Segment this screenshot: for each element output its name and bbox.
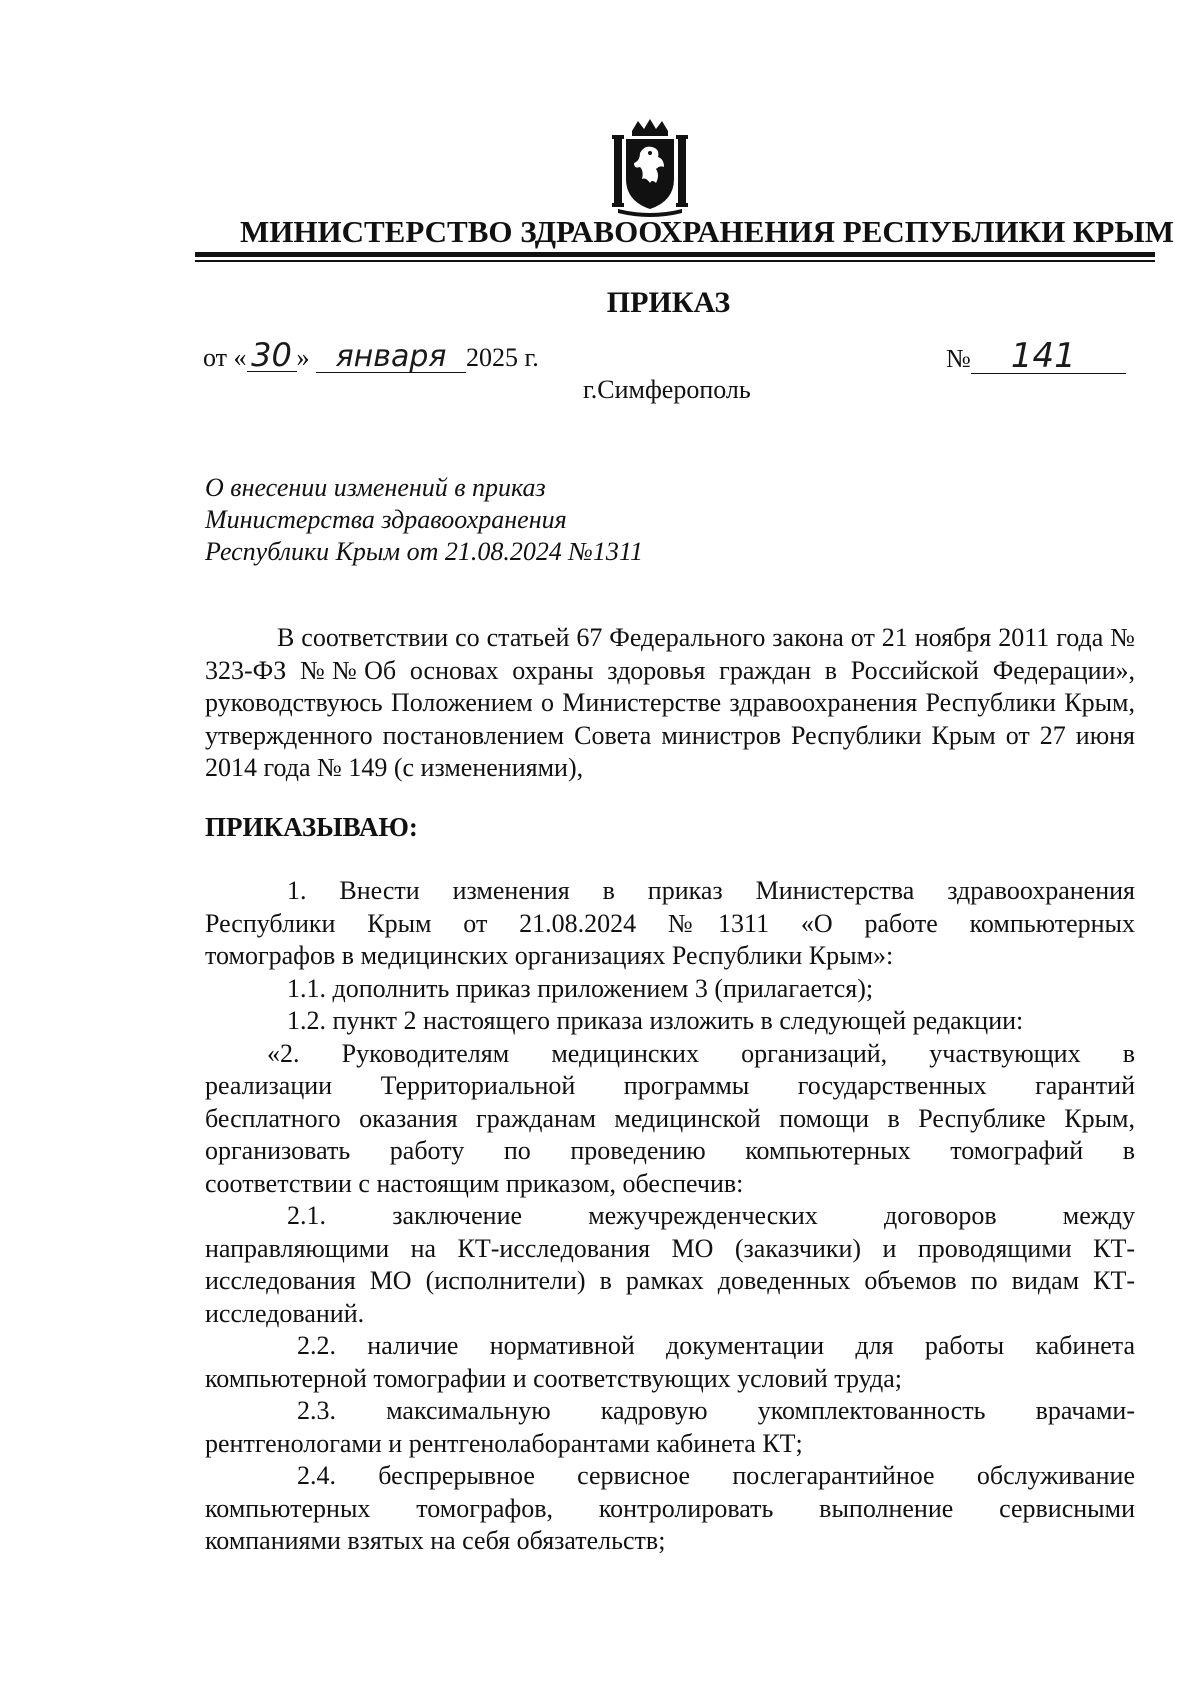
- item-2-4-line: компьютерных томографов, контролировать выполнение сервисными: [205, 1493, 1135, 1523]
- item-2-line: организовать работу по проведению компьютерных томографий в: [205, 1136, 1135, 1165]
- item-2-1-line: исследования МО (исполнители) в рамках доведенных объемов по видам КТ-: [205, 1266, 1135, 1295]
- date-line: [203, 336, 539, 374]
- item-2-line: соответствии с настоящим приказом, обеспечив:: [205, 1168, 744, 1198]
- item-2-line: бесплатного оказания гражданам медицинской помощи в Республике Крым,: [205, 1103, 1135, 1133]
- document-title: ПРИКАЗ: [606, 286, 731, 319]
- ministry-name: МИНИСТЕРСТВО ЗДРАВООХРАНЕНИЯ РЕСПУБЛИКИ КРЫМ: [240, 214, 1175, 249]
- subject-line: Министерства здравоохранения: [205, 505, 567, 534]
- subject-line: Республики Крым от 21.08.2024 №1311: [205, 537, 643, 566]
- item-2-2-line: 2.2. наличие нормативной документации для работы кабинета: [297, 1331, 1135, 1360]
- preamble-paragraph: В соответствии со статьей 67 Федерального закона от 21 ноября 2011 года № 323-ФЗ №№Об основах охраны здоровья граждан в Российской Федерации», руководствуюсь Положением о Министерстве здравоохранения Республики Крым, утвержденного постановлением Совета министров Республики Крым от 27 июня 2014 года № 149 (с изменениями),: [205, 623, 1135, 782]
- date-prefix: от «: [203, 343, 247, 372]
- item-2-2-line: компьютерной томографии и соответствующих условий труда;: [205, 1363, 902, 1393]
- item-1-2: 1.2. пункт 2 настоящего приказа изложить в следующей редакции:: [287, 1006, 1024, 1035]
- item-2-4-line: компаниями взятых на себя обязательств;: [205, 1526, 666, 1555]
- item-1-line: томографов в медицинских организациях Республики Крым»:: [205, 941, 894, 970]
- date-middle: »: [296, 343, 310, 372]
- order-subject: [205, 472, 643, 568]
- item-1-line: 1. Внести изменения в приказ Министерства здравоохранения: [287, 876, 1135, 905]
- item-1-line: Республики Крым от 21.08.2024 №1311 «О работе компьютерных: [205, 908, 1135, 938]
- header-rule-thin: [195, 260, 1155, 262]
- item-2-line: «2. Руководителям медицинских организаций, участвующих в: [267, 1038, 1135, 1068]
- date-month: января: [316, 342, 466, 373]
- order-number-line: [946, 336, 1126, 376]
- order-items: [205, 875, 1135, 1558]
- item-2-4-line: 2.4. беспрерывное сервисное послегарантийное обслуживание: [297, 1461, 1135, 1490]
- subject-line: О внесении изменений в приказ: [205, 473, 546, 502]
- date-year: 2025 г.: [466, 343, 539, 372]
- item-2-1-line: исследований.: [205, 1298, 365, 1328]
- crimea-coat-of-arms-icon: [610, 117, 690, 217]
- item-2-1-line: 2.1. заключение межучрежденческих договоров между: [287, 1201, 1135, 1230]
- item-2-3-line: рентгенологами и рентгенолаборантами кабинета КТ;: [205, 1428, 803, 1458]
- order-number: 141: [971, 339, 1126, 374]
- item-1-1: 1.1. дополнить приказ приложением 3 (прилагается);: [287, 973, 874, 1003]
- number-label: №: [946, 344, 971, 373]
- item-2-line: реализации Территориальной программы государственных гарантий: [205, 1071, 1135, 1100]
- item-2-1-line: направляющими на КТ-исследования МО (заказчики) и проводящими КТ-: [205, 1233, 1135, 1263]
- city: г.Симферополь: [583, 375, 751, 404]
- item-2-3-line: 2.3. максимальную кадровую укомплектованность врачами-: [297, 1396, 1135, 1425]
- header-rule-thick: [195, 252, 1155, 257]
- date-day: 30: [247, 339, 297, 372]
- order-word: ПРИКАЗЫВАЮ:: [205, 812, 418, 842]
